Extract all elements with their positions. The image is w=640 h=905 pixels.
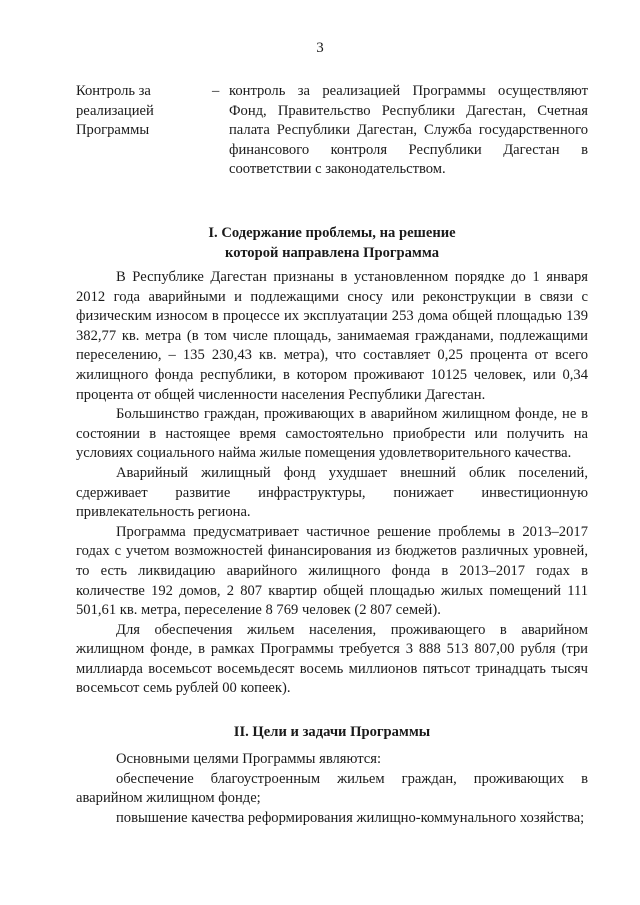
section-1-paragraph: В Республике Дагестан признаны в установленном порядке до 1 января 2012 года аварийными и подлежащими сносу или реконструкции в связи с физическим износом в процессе их эксплуатации 253 дома общей площадью 139 382,77 кв. метра (в том числе площадь, занимаемая гражданами, подлежащими переселению, – 135 230,43 кв. метра), что составляет 0,25 процента от всего жилищного фонда республики, в котором проживают 10125 человек, или 0,34 процента от общей численности населения Республики Дагестан. <box>76 269 588 403</box>
section-2-body <box>76 750 588 828</box>
control-label: Контроль за реализацией Программы <box>76 83 154 138</box>
section-1-heading-line-2: которой направлена Программа <box>225 244 439 261</box>
section-1-paragraph: Программа предусматривает частичное решение проблемы в 2013–2017 годах с учетом возможностей финансирования из бюджетов различных уровней, то есть ликвидацию аварийного жилищного фонда в 2013–2017 годах в количестве 192 домов, 2 807 квартир общей площадью жилых помещений 111 501,61 кв. метра, переселение 8 769 человек (2 807 семей). <box>76 523 588 619</box>
page-number: 3 <box>316 40 324 56</box>
section-2-paragraph: Основными целями Программы являются: <box>116 751 382 767</box>
control-dash: – <box>212 83 220 99</box>
section-1-paragraph: Большинство граждан, проживающих в аварийном жилищном фонде, не в состоянии в настоящее время самостоятельно приобрести или получить на условиях социального найма жилые помещения удовлетворительного качества. <box>76 406 588 462</box>
section-1-heading-line-1: I. Содержание проблемы, на решение <box>208 225 456 241</box>
section-1-paragraph: Для обеспечения жильем населения, проживающего в аварийном жилищном фонде, в рамках Программы требуется 3 888 513 807,00 рубля (три миллиарда восемьсот восемьдесят восемь миллионов пятьсот тринадцать тысяч восемьсот семь рублей 00 копеек). <box>76 621 588 697</box>
section-1-body <box>76 268 588 699</box>
section-2-heading: II. Цели и задачи Программы <box>233 724 431 740</box>
control-text: контроль за реализацией Программы осуществляют Фонд, Правительство Республики Дагестан, Счетная палата Республики Дагестан, Служба государственного финансового контроля Республики Дагестан в соответствии с законодательством. <box>229 83 588 177</box>
section-2-paragraph: повышение качества реформирования жилищно-коммунального хозяйства; <box>116 809 585 826</box>
section-2-paragraph: обеспечение благоустроенным жильем граждан, проживающих в аварийном жилищном фонде; <box>76 770 588 807</box>
section-1-paragraph: Аварийный жилищный фонд ухудшает внешний облик поселений, сдерживает развитие инфраструктуры, понижает инвестиционную привлекательность региона. <box>76 464 588 521</box>
section-1-heading <box>76 224 588 263</box>
